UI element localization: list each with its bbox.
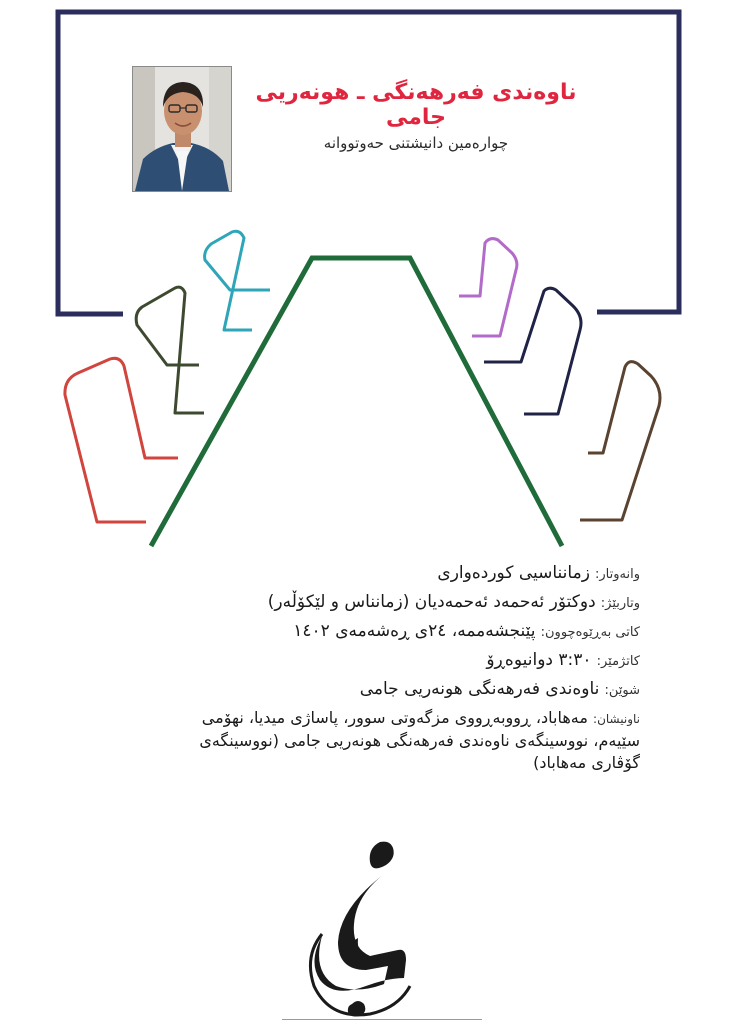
chair-left-middle [136, 287, 204, 413]
page-title: ناوەندی فەرهەنگی ـ هونەریی جامی [255, 80, 577, 130]
event-details [176, 562, 640, 779]
detail-label: شوێن: [604, 683, 640, 698]
conference-table [151, 258, 562, 546]
detail-label: وتاربێژ: [600, 596, 640, 611]
detail-label: کاتی بەڕێوەچوون: [540, 625, 640, 640]
detail-value: مەهاباد، ڕووبەڕووی مزگەوتی سوور، پاساژی میدیا، نهۆمی سێیەم، نووسینگەی ناوەندی فەرهەنگی هونەریی جامی (نووسینگەی گۆڤاری مەهاباد) [199, 708, 640, 772]
detail-time [176, 649, 640, 673]
chair-left-inner [205, 231, 270, 330]
speaker-portrait-icon [133, 67, 231, 191]
footer-divider [282, 1019, 482, 1020]
detail-label: ناونیشان: [593, 712, 640, 726]
detail-label: کاتژمێر: [596, 654, 640, 669]
detail-value: زمانناسیی کوردەواری [437, 563, 590, 583]
detail-topic [176, 562, 640, 586]
page-subtitle: چوارەمین دانیشتنی حەوتووانە [323, 134, 509, 152]
chair-right-outer [580, 362, 660, 520]
detail-value: پێنجشەممە، ٢٤ی ڕەشەمەی ١٤٠٢ [293, 621, 536, 641]
detail-venue [176, 678, 640, 702]
detail-value: ناوەندی فەرهەنگی هونەریی جامی [359, 679, 600, 699]
chair-right-inner [459, 239, 517, 336]
detail-address [176, 707, 640, 774]
chair-left-outer [65, 358, 178, 522]
chair-right-middle [484, 288, 581, 414]
detail-date [176, 620, 640, 644]
detail-label: وانەوتار: [595, 567, 640, 582]
detail-value: دوکتۆر ئەحمەد ئەحمەدیان (زمانناس و لێکۆڵەر) [267, 592, 596, 612]
jami-logo-icon [300, 838, 424, 1022]
speaker-photo [132, 66, 232, 192]
detail-value: ٣:٣٠ دوانیوەڕۆ [486, 650, 592, 670]
detail-speaker [176, 591, 640, 615]
